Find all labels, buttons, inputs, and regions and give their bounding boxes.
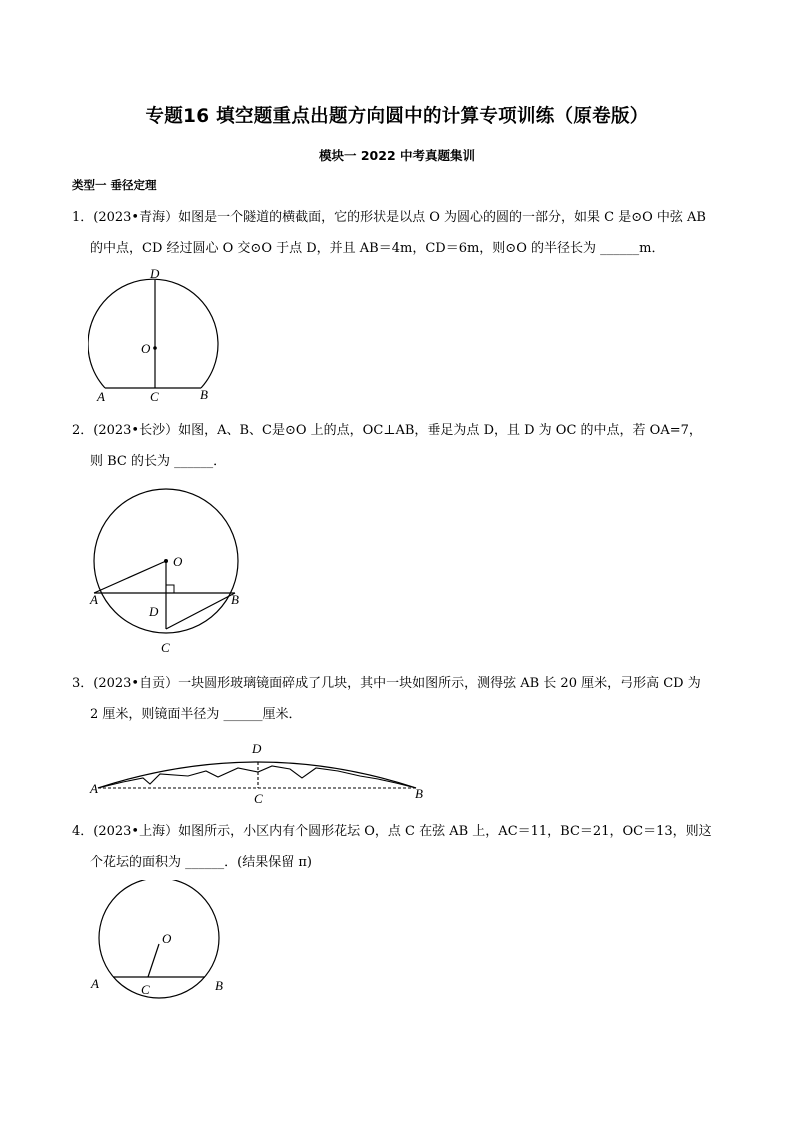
label-c: C [254, 791, 263, 806]
question-4-line-1: 4．(2023•上海）如图所示，小区内有个圆形花坛 O，点 C 在弦 AB 上，AC＝11，BC＝21，OC＝13，则这 [72, 824, 712, 839]
label-d: D [149, 604, 159, 619]
question-3-line-1: 3．(2023•自贡）一块圆形玻璃镜面碎成了几块，其中一块如图所示，测得弦 AB 长 20 厘米，弓形高 CD 为 [72, 676, 701, 691]
center-point-o [153, 346, 157, 350]
tunnel-arc [88, 279, 218, 388]
question-4-line-2: 个花坛的面积为 ______．(结果保留 π) [90, 855, 312, 870]
label-o: O [141, 341, 151, 356]
broken-edge [98, 766, 416, 788]
question-2-line-1: 2．(2023•长沙）如图，A、B、C是⊙O 上的点，OC⊥AB，垂足为点 D，且 D 为 OC 的中点，若 OA=7， [72, 423, 702, 438]
figure-4-flower-bed [88, 880, 238, 1002]
label-d: D [252, 741, 262, 756]
circle-o [99, 880, 219, 998]
label-a: A [97, 389, 105, 404]
question-2 [72, 415, 732, 477]
label-a: A [90, 592, 98, 607]
label-d: D [150, 266, 160, 281]
label-a: A [91, 976, 99, 991]
mirror-arc [98, 762, 416, 788]
question-1 [72, 202, 732, 264]
segment-oc [148, 944, 159, 977]
page-title: 专题16 填空题重点出题方向圆中的计算专项训练（原卷版） [145, 106, 649, 127]
question-3 [72, 668, 732, 730]
module-subtitle: 模块一 2022 中考真题集训 [319, 148, 475, 163]
label-c: C [150, 389, 159, 404]
label-b: B [415, 786, 423, 801]
label-b: B [215, 978, 223, 993]
question-1-line-2: 的中点，CD 经过圆心 O 交⊙O 于点 D，并且 AB＝4m，CD＝6m，则⊙O 的半径长为 ______m． [90, 241, 665, 256]
question-1-line-1: 1．(2023•青海）如图是一个隧道的横截面，它的形状是以点 O 为圆心的圆的一部分，如果 C 是⊙O 中弦 AB [72, 210, 706, 225]
question-2-line-2: 则 BC 的长为 ______． [90, 454, 227, 469]
question-4 [72, 816, 732, 878]
figure-3-mirror-fragment [88, 738, 438, 808]
label-b: B [231, 592, 239, 607]
label-c: C [161, 640, 170, 655]
label-o: O [173, 554, 183, 569]
question-3-line-2: 2 厘米，则镜面半径为 ______厘米． [90, 707, 302, 722]
right-angle-mark [166, 585, 174, 593]
section-heading: 类型一 垂径定理 [72, 178, 157, 192]
label-a: A [90, 781, 98, 796]
label-b: B [200, 387, 208, 402]
label-c: C [141, 982, 150, 997]
center-point-o [164, 559, 168, 563]
label-o: O [162, 931, 172, 946]
figure-1-tunnel [88, 262, 228, 404]
segment-oa [94, 561, 166, 593]
figure-2-circle [88, 485, 248, 657]
